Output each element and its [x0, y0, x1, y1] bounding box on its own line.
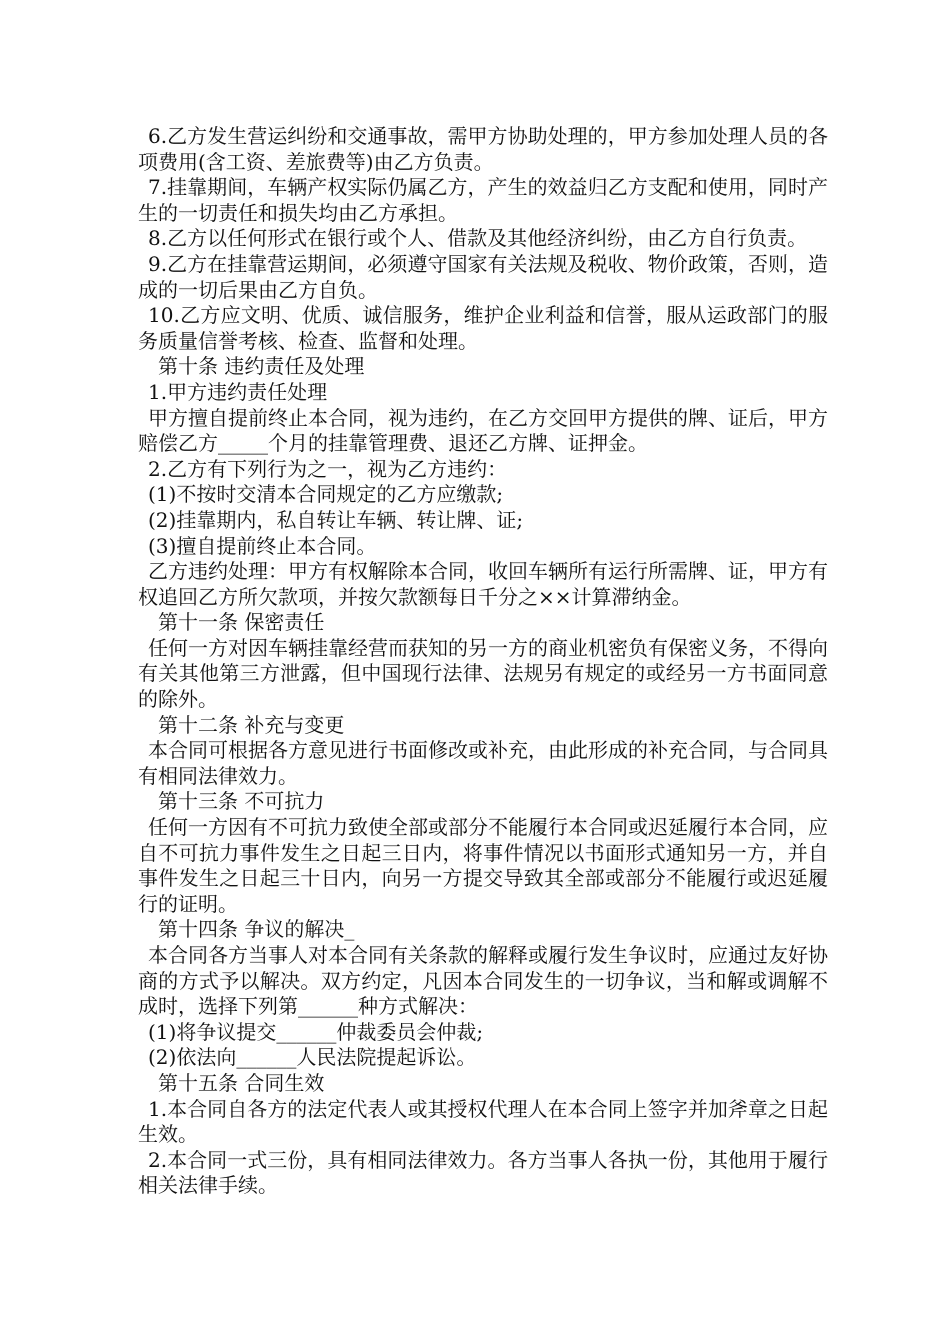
party-b-breach-title: 2.乙方有下列行为之一，视为乙方违约：: [148, 456, 508, 481]
clause-item-7: 7.挂靠期间，车辆产权实际仍属乙方，产生的效益归乙方支配和使用，同时产生的一切责任和损失均由乙方承担。: [138, 175, 828, 225]
party-b-breach-item-1: (1)不按时交清本合同规定的乙方应缴款;: [148, 482, 504, 507]
article-10-heading: 第十条 违约责任及处理: [158, 354, 365, 379]
party-b-breach-handling: 乙方违约处理：甲方有权解除本合同，收回车辆所有运行所需牌、证，甲方有权追回乙方所欠款项，并按欠款额每日千分之××计算滞纳金。: [138, 559, 828, 609]
party-a-breach-title: 1.甲方违约责任处理: [148, 379, 328, 404]
document-body: [138, 124, 828, 1199]
party-b-breach-item-2: (2)挂靠期内，私自转让车辆、转让牌、证;: [148, 507, 524, 532]
article-15-item-1: 1.本合同自各方的法定代表人或其授权代理人在本合同上签字并加斧章之日起生效。: [138, 1096, 828, 1147]
article-15-heading: 第十五条 合同生效: [158, 1070, 325, 1095]
article-12-text: 本合同可根据各方意见进行书面修改或补充，由此形成的补充合同，与合同具有相同法律效力。: [138, 738, 828, 788]
article-13-heading: 第十三条 不可抗力: [158, 789, 325, 814]
dispute-option-2: (2)依法向______人民法院提起诉讼。: [148, 1045, 477, 1070]
article-12-heading: 第十二条 补充与变更: [158, 712, 345, 737]
article-13-text: 任何一方因有不可抗力致使全部或部分不能履行本合同或迟延履行本合同，应自不可抗力事件发生之日起三日内，将事件情况以书面形式通知另一方，并自事件发生之日起三十日内，向另一方提交导致其全部或部分不能履行或迟延履行的证明。: [138, 815, 828, 916]
party-b-breach-item-3: (3)擅自提前终止本合同。: [148, 533, 377, 558]
clause-item-9: 9.乙方在挂靠营运期间，必须遵守国家有关法规及税收、物价政策，否则，造成的一切后果由乙方自负。: [138, 251, 828, 302]
article-14-heading: 第十四条 争议的解决_: [158, 917, 355, 942]
clause-item-6: 6.乙方发生营运纠纷和交通事故，需甲方协助处理的，甲方参加处理人员的各项费用(含工资、差旅费等)由乙方负责。: [138, 124, 828, 174]
clause-item-10: 10.乙方应文明、优质、诚信服务，维护企业利益和信誉，服从运政部门的服务质量信誉考核、检查、监督和处理。: [138, 303, 828, 353]
article-11-text: 任何一方对因车辆挂靠经营而获知的另一方的商业机密负有保密义务，不得向有关其他第三方泄露，但中国现行法律、法规另有规定的或经另一方书面同意的除外。: [138, 635, 828, 712]
article-15-item-2: 2.本合同一式三份，具有相同法律效力。各方当事人各执一份，其他用于履行相关法律手续。: [138, 1147, 828, 1198]
article-14-text: 本合同各方当事人对本合同有关条款的解释或履行发生争议时，应通过友好协商的方式予以解决。双方约定，凡因本合同发生的一切争议，当和解或调解不成时，选择下列第______种方式解决：: [138, 943, 828, 1019]
party-a-breach-text: 甲方擅自提前终止本合同，视为违约，在乙方交回甲方提供的牌、证后，甲方赔偿乙方_____个月的挂靠管理费、退还乙方牌、证押金。: [138, 405, 828, 456]
clause-item-8: 8.乙方以任何形式在银行或个人、借款及其他经济纠纷，由乙方自行负责。: [148, 226, 808, 251]
article-11-heading: 第十一条 保密责任: [158, 610, 325, 635]
dispute-option-1: (1)将争议提交______仲裁委员会仲裁;: [148, 1019, 484, 1044]
